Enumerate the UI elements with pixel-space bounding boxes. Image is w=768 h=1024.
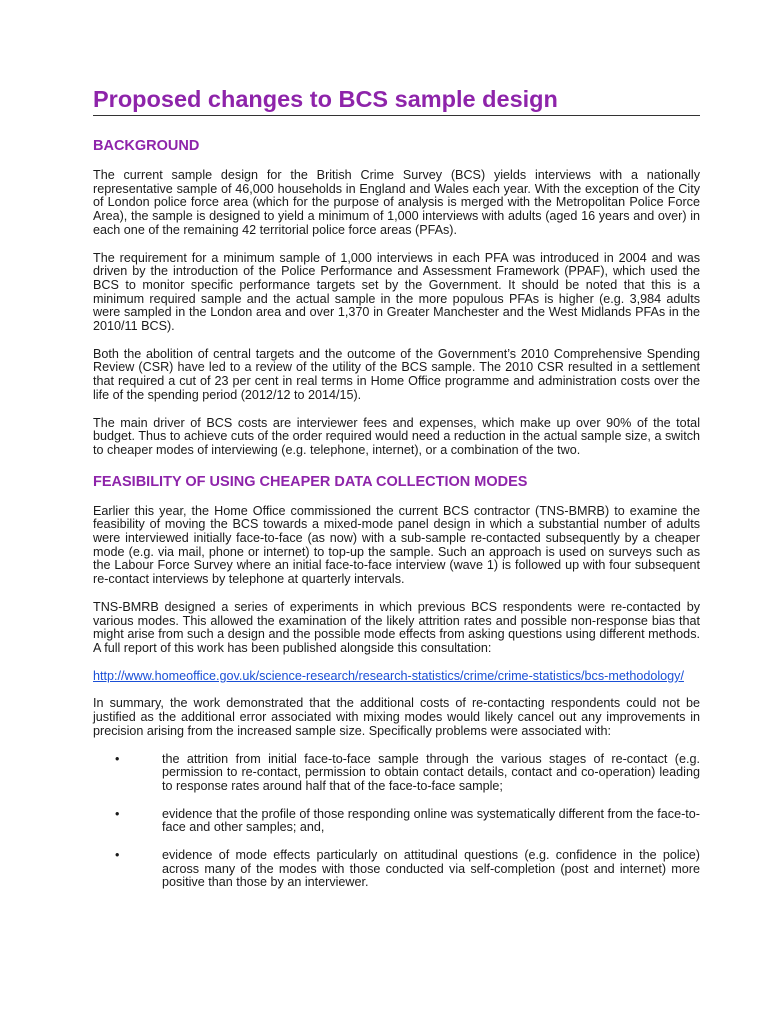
bcs-methodology-link[interactable]: http://www.homeoffice.gov.uk/science-research/research-statistics/crime/crime-statistics/bcs-methodology/ [93, 668, 684, 683]
bullet-icon: • [115, 751, 120, 766]
list-item-text: the attrition from initial face-to-face sample through the various stages of re-contact (e.g. permission to re-contact, permission to obtain contact details, contact and co-operation) leading to response rates around half that of the face-to-face sample; [162, 751, 700, 793]
link-paragraph [93, 670, 700, 684]
paragraph: Both the abolition of central targets and the outcome of the Government’s 2010 Comprehensive Spending Review (CSR) have led to a review of the utility of the BCS sample. The 2010 CSR resulted in a settlement that required a cut of 23 per cent in real terms in Home Office programme and administration costs over the life of the spending period (2012/12 to 2014/15). [93, 346, 700, 402]
paragraph: TNS-BMRB designed a series of experiments in which previous BCS respondents were re-contacted by various modes. This allowed the examination of the likely attrition rates and possible non-response bias that might arise from such a design and the possible mode effects from asking questions using different methods. A full report of this work has been published alongside this consultation: [93, 599, 700, 655]
paragraph: The current sample design for the British Crime Survey (BCS) yields interviews with a nationally representative sample of 46,000 households in England and Wales each year. With the exception of the City of London police force area (which for the purpose of analysis is merged with the Metropolitan Police Force Area), the sample is designed to yield a minimum of 1,000 interviews with adults (aged 16 years and over) in each one of the remaining 42 territorial police force areas (PFAs). [93, 168, 700, 237]
list-item [93, 849, 700, 890]
section-heading-feasibility: FEASIBILITY OF USING CHEAPER DATA COLLECTION MODES [93, 473, 528, 490]
page-title: Proposed changes to BCS sample design [93, 86, 558, 112]
list-item [93, 753, 700, 794]
bullet-icon: • [115, 848, 120, 863]
list-item-text: evidence that the profile of those responding online was systematically different from the face-to-face and other samples; and, [162, 806, 700, 835]
document-body [93, 86, 700, 890]
list-item [93, 808, 700, 835]
bullet-icon: • [115, 806, 120, 821]
paragraph: Earlier this year, the Home Office commissioned the current BCS contractor (TNS-BMRB) to examine the feasibility of moving the BCS towards a mixed-mode panel design in which a substantial number of adults were interviewed initially face-to-face (as now) with a sub-sample re-contacted subsequently by a cheaper mode (e.g. via mail, phone or internet) to top-up the sample. Such an approach is used on surveys such as the Labour Force Survey where an initial face-to-face interview (wave 1) is followed up with four subsequent re-contact interviews by telephone at quarterly intervals. [93, 503, 700, 587]
paragraph: The requirement for a minimum sample of 1,000 interviews in each PFA was introduced in 2004 and was driven by the introduction of the Police Performance and Assessment Framework (PPAF), which used the BCS to monitor specific performance targets set by the Government. It should be noted that this is a minimum required sample and the actual sample in the more populous PFAs is higher (e.g. 3,984 adults were sampled in the London area and over 1,370 in Greater Manchester and the West Midlands PFAs in the 2010/11 BCS). [93, 250, 700, 334]
paragraph: The main driver of BCS costs are interviewer fees and expenses, which make up over 90% of the total budget. Thus to achieve cuts of the order required would need a reduction in the actual sample size, a switch to cheaper modes of interviewing (e.g. telephone, internet), or a combination of the two. [93, 415, 700, 457]
paragraph: In summary, the work demonstrated that the additional costs of re-contacting respondents could not be justified as the additional error associated with mixing modes would likely cancel out any improvements in precision arising from the increased sample size. Specifically problems were associated with: [93, 696, 700, 738]
title-divider [93, 115, 700, 116]
problem-list [93, 753, 700, 891]
list-item-text: evidence of mode effects particularly on attitudinal questions (e.g. confidence in the police) across many of the modes with those conducted via self-completion (post and internet) more positive than those by an interviewer. [162, 848, 700, 890]
section-heading-background: BACKGROUND [93, 138, 200, 154]
